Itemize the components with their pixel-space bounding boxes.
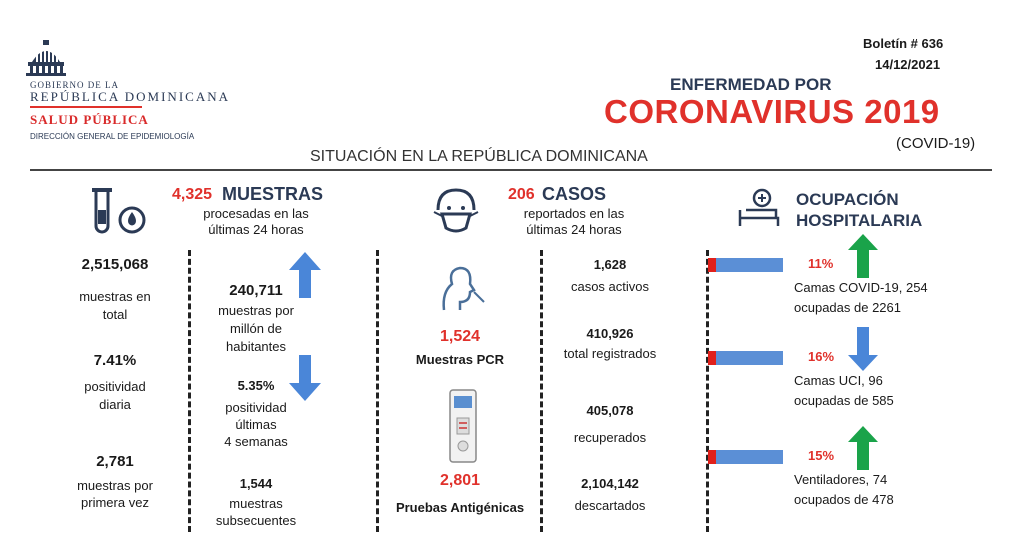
primera-vez-value: 2,781 <box>96 453 134 470</box>
occupancy-bar-used <box>708 450 716 464</box>
pcr-value: 1,524 <box>439 328 481 345</box>
registrados-value: 410,926 <box>586 326 634 341</box>
millon-label-2: millón de <box>229 321 283 336</box>
activos-label: casos activos <box>570 279 650 294</box>
occupancy-label-line2: ocupadas de 585 <box>794 393 894 408</box>
muestras-subtitle-1: procesadas en las <box>203 206 309 221</box>
muestras-title: MUESTRAS <box>222 184 324 204</box>
occupancy-label-line1: Ventiladores, 74 <box>794 472 888 487</box>
gov-line2: REPÚBLICA DOMINICANA <box>30 89 230 104</box>
antigen-label: Pruebas Antigénicas <box>395 500 525 515</box>
positividad-diaria-label-1: positividad <box>84 379 146 394</box>
disease-subtitle: (COVID-19) <box>896 135 976 152</box>
trend-up-icon <box>848 426 878 470</box>
occupancy-percent: 11% <box>808 256 834 271</box>
muestras-subtitle-2: últimas 24 horas <box>208 222 304 237</box>
ministry-name: SALUD PÚBLICA <box>30 112 149 127</box>
occupancy-percent: 16% <box>808 349 835 364</box>
recuperados-value: 405,078 <box>586 403 634 418</box>
situation-title: SITUACIÓN EN LA REPÚBLICA DOMINICANA <box>310 148 648 165</box>
primera-vez-label-2: primera vez <box>81 495 149 510</box>
casos-count: 206 <box>508 186 535 203</box>
occupancy-label-line2: ocupados de 478 <box>794 492 894 507</box>
positividad-diaria-value: 7.41% <box>93 352 137 369</box>
disease-line1: ENFERMEDAD POR <box>670 75 832 94</box>
registrados-label: total registrados <box>563 346 657 361</box>
disease-title: CORONAVIRUS 2019 <box>604 93 940 130</box>
trend-down-icon <box>848 327 878 371</box>
direction-name: DIRECCIÓN GENERAL DE EPIDEMIOLOGÍA <box>30 132 195 141</box>
divider-right <box>706 250 709 532</box>
divider-left <box>188 250 191 532</box>
bulletin-date: 14/12/2021 <box>875 57 941 72</box>
test-tube-icon <box>88 186 150 236</box>
gov-line1: GOBIERNO DE LA <box>30 80 119 90</box>
occupancy-bar-free <box>716 258 783 272</box>
antigen-value: 2,801 <box>439 472 481 489</box>
capitol-dome-icon <box>24 40 68 76</box>
descartados-label: descartados <box>574 498 646 513</box>
positividad-4sem-value: 5.35% <box>237 378 275 393</box>
ocupacion-title-1: OCUPACIÓN <box>796 190 899 209</box>
government-logo <box>24 40 68 76</box>
recuperados-label: recuperados <box>573 430 647 445</box>
casos-subtitle-2: últimas 24 horas <box>526 222 622 237</box>
ocupacion-title-2: HOSPITALARIA <box>796 211 923 230</box>
subsecuentes-value: 1,544 <box>239 476 273 491</box>
subsecuentes-label-2: subsecuentes <box>215 513 297 528</box>
muestras-total-label-2: total <box>102 307 128 322</box>
masked-face-icon <box>430 186 480 236</box>
subsecuentes-label-1: muestras <box>229 496 283 511</box>
primera-vez-label-1: muestras por <box>77 478 153 493</box>
occupancy-bar-free <box>716 450 783 464</box>
descartados-value: 2,104,142 <box>581 476 639 491</box>
occupancy-bar-free <box>716 351 783 365</box>
muestras-count: 4,325 <box>172 186 213 203</box>
occupancy-bar-used <box>708 351 716 365</box>
millon-label-3: habitantes <box>226 339 286 354</box>
bulletin-number: Boletín # 636 <box>863 36 944 51</box>
divider-mid-center <box>540 250 543 532</box>
occupancy-label-line2: ocupadas de 2261 <box>794 300 901 315</box>
hospital-bed-icon <box>736 188 782 228</box>
logo-divider <box>30 106 142 108</box>
positividad-4sem-label-2: últimas <box>235 417 277 432</box>
divider-mid-left <box>376 250 379 532</box>
casos-subtitle-1: reportados en las <box>523 206 625 221</box>
header-rule <box>30 169 992 171</box>
positividad-diaria-label-2: diaria <box>99 397 131 412</box>
pcr-swab-icon <box>438 262 486 312</box>
occupancy-label-line1: Camas COVID-19, 254 <box>794 280 928 295</box>
positividad-4sem-label-1: positividad <box>225 400 287 415</box>
occupancy-bar-used <box>708 258 716 272</box>
millon-value: 240,711 <box>229 282 283 299</box>
occupancy-label-line1: Camas UCI, 96 <box>794 373 883 388</box>
millon-label-1: muestras por <box>218 303 294 318</box>
positividad-4sem-label-3: 4 semanas <box>224 434 288 449</box>
occupancy-percent: 15% <box>808 448 835 463</box>
activos-value: 1,628 <box>593 257 627 272</box>
muestras-total-value: 2,515,068 <box>81 256 149 273</box>
pcr-label: Muestras PCR <box>415 352 505 367</box>
antigen-test-icon <box>448 388 478 464</box>
casos-title: CASOS <box>542 184 607 204</box>
muestras-total-label-1: muestras en <box>79 289 151 304</box>
trend-up-icon <box>848 234 878 278</box>
